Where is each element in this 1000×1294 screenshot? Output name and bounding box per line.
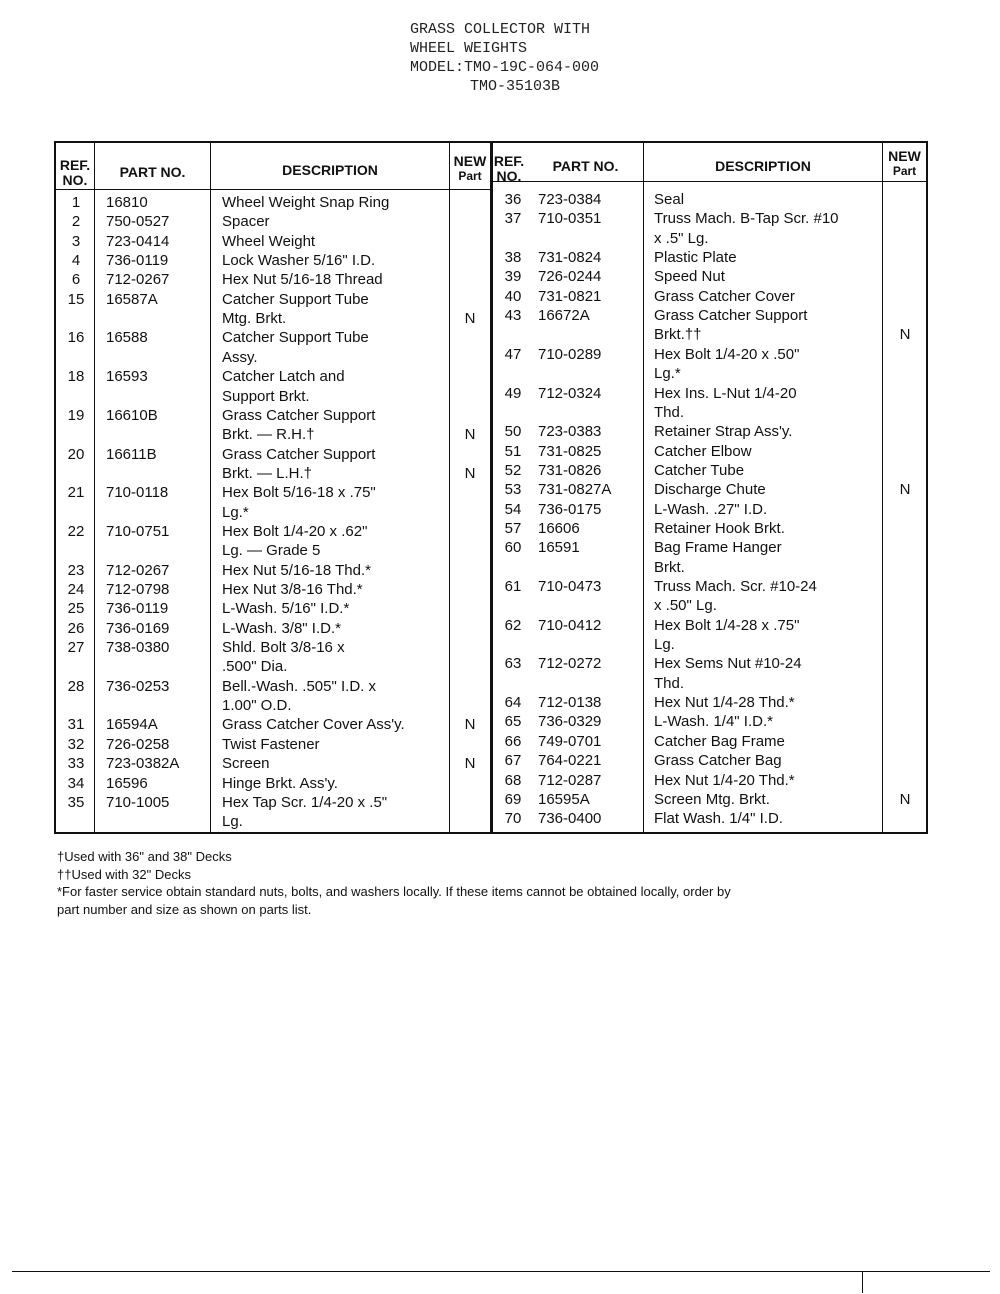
description-cell: Speed Nut bbox=[654, 268, 725, 286]
description-cell: Catcher Latch and bbox=[222, 368, 345, 386]
description-cell: Catcher Tube bbox=[654, 461, 745, 479]
description-cell: 1.00" O.D. bbox=[222, 697, 292, 715]
part-no-cell: 710-0351 bbox=[538, 210, 602, 228]
part-no-cell: 16610B bbox=[106, 406, 158, 424]
ref-no-cell: 39 bbox=[504, 268, 522, 286]
bottom-tick bbox=[862, 1271, 863, 1293]
part-no-cell: 712-0267 bbox=[106, 561, 170, 579]
description-cell: Lock Washer 5/16" I.D. bbox=[222, 252, 376, 270]
part-no-cell: 712-0287 bbox=[538, 771, 602, 789]
table-row bbox=[56, 287, 926, 306]
description-cell: Flat Wash. 1/4" I.D. bbox=[654, 810, 783, 828]
table-row bbox=[56, 635, 926, 654]
ref-no-cell: 21 bbox=[67, 484, 85, 502]
bottom-rule bbox=[12, 1271, 990, 1272]
part-no-cell: 16596 bbox=[106, 774, 148, 792]
part-no-cell: 710-0118 bbox=[106, 484, 169, 502]
description-cell: Screen bbox=[222, 755, 270, 773]
description-cell: Hex Bolt 1/4-20 x .50" bbox=[654, 345, 800, 363]
part-no-cell: 723-0414 bbox=[106, 232, 170, 250]
ref-no-cell: 19 bbox=[67, 406, 85, 424]
part-no-cell: 16672A bbox=[538, 307, 590, 325]
header-model: MODEL:TMO-19C-064-000 bbox=[410, 59, 600, 76]
description-cell: Support Brkt. bbox=[222, 387, 310, 405]
ref-no-cell: 20 bbox=[67, 445, 85, 463]
header-subtitle: WHEEL WEIGHTS bbox=[410, 40, 528, 57]
new-part-cell: N bbox=[464, 716, 476, 734]
part-no-cell: 723-0382A bbox=[106, 755, 180, 773]
part-no-cell: 16810 bbox=[106, 194, 148, 211]
description-cell: Hinge Brkt. Ass'y. bbox=[222, 774, 338, 792]
table-row bbox=[56, 345, 926, 364]
table-row bbox=[56, 751, 926, 770]
table-row bbox=[56, 654, 926, 673]
table-row bbox=[56, 384, 926, 403]
ref-no-cell: 47 bbox=[504, 345, 522, 363]
ref-no-cell: 33 bbox=[67, 755, 85, 773]
description-cell: Grass Catcher Support bbox=[222, 406, 376, 424]
ref-no-cell: 15 bbox=[67, 290, 85, 308]
table-row bbox=[56, 500, 926, 519]
table-row bbox=[56, 248, 926, 267]
description-cell: Hex Tap Scr. 1/4-20 x .5" bbox=[222, 793, 388, 811]
description-cell: Mtg. Brkt. bbox=[222, 310, 287, 328]
description-cell: Wheel Weight bbox=[222, 232, 316, 250]
ref-no-cell: 65 bbox=[504, 713, 522, 731]
table-row bbox=[56, 771, 926, 790]
new-part-cell: N bbox=[464, 310, 476, 328]
ref-no-cell: 43 bbox=[504, 307, 522, 325]
new-part-cell: N bbox=[899, 790, 911, 808]
part-no-cell: 712-0138 bbox=[538, 694, 602, 712]
description-cell: Brkt.†† bbox=[654, 326, 702, 344]
description-cell: Hex Nut 1/4-20 Thd.* bbox=[654, 771, 795, 789]
table-row bbox=[56, 538, 926, 557]
description-cell: Lg.* bbox=[654, 365, 681, 383]
part-no-cell: 712-0267 bbox=[106, 271, 170, 289]
part-no-cell: 750-0527 bbox=[106, 213, 170, 231]
description-cell: Brkt. — R.H.† bbox=[222, 426, 315, 444]
description-cell: Grass Catcher Support bbox=[654, 307, 808, 325]
part-no-cell: 736-0400 bbox=[538, 810, 602, 828]
ref-no-cell: 2 bbox=[71, 213, 81, 231]
ref-no-cell: 60 bbox=[504, 539, 522, 557]
table-row bbox=[56, 809, 926, 828]
description-cell: L-Wash. 1/4" I.D.* bbox=[654, 713, 773, 731]
part-no-cell: 16611B bbox=[106, 445, 157, 463]
description-cell: Catcher Bag Frame bbox=[654, 732, 785, 750]
part-no-cell: 736-0329 bbox=[538, 713, 602, 731]
new-part-cell: N bbox=[899, 326, 911, 344]
description-cell: Catcher Support Tube bbox=[222, 290, 369, 308]
footnote-double-dagger: ††Used with 32" Decks bbox=[57, 866, 191, 882]
ref-no-cell: 34 bbox=[67, 774, 85, 792]
ref-no-cell: 28 bbox=[67, 677, 85, 695]
part-no-cell: 736-0119 bbox=[106, 252, 169, 270]
ref-no-cell: 64 bbox=[504, 694, 522, 712]
part-no-cell: 749-0701 bbox=[538, 732, 602, 750]
description-cell: Spacer bbox=[222, 213, 270, 231]
ref-no-cell: 67 bbox=[504, 752, 522, 770]
ref-no-cell: 50 bbox=[504, 423, 522, 441]
ref-no-cell: 54 bbox=[504, 500, 522, 518]
table-row bbox=[56, 461, 926, 480]
part-no-cell: 736-0169 bbox=[106, 619, 170, 637]
description-cell: Screen Mtg. Brkt. bbox=[654, 790, 770, 808]
ref-no-cell: 68 bbox=[504, 771, 522, 789]
parts-table bbox=[54, 141, 928, 834]
description-cell: Retainer Strap Ass'y. bbox=[654, 423, 793, 441]
part-no-cell: 16591 bbox=[538, 539, 580, 557]
part-no-cell: 731-0825 bbox=[538, 442, 602, 460]
description-cell: Lg. bbox=[222, 813, 243, 831]
ref-no-cell: 69 bbox=[504, 790, 522, 808]
new-part-cell: N bbox=[464, 464, 476, 482]
ref-no-cell: 22 bbox=[67, 522, 85, 540]
table-row bbox=[56, 732, 926, 751]
description-cell: Hex Nut 1/4-28 Thd.* bbox=[654, 694, 795, 712]
description-cell: Retainer Hook Brkt. bbox=[654, 519, 785, 537]
table-row bbox=[56, 267, 926, 286]
new-part-cell: N bbox=[899, 481, 911, 499]
description-cell: Catcher Support Tube bbox=[222, 329, 369, 347]
ref-no-cell: 32 bbox=[67, 735, 85, 753]
part-no-cell: 736-0175 bbox=[538, 500, 602, 518]
part-no-cell: 16588 bbox=[106, 329, 148, 347]
ref-no-cell: 37 bbox=[504, 210, 522, 228]
new-part-cell: N bbox=[464, 755, 476, 773]
table-row bbox=[56, 712, 926, 731]
ref-no-cell: 6 bbox=[71, 271, 81, 289]
ref-no-cell: 57 bbox=[504, 519, 522, 537]
description-cell: Hex Bolt 5/16-18 x .75" bbox=[222, 484, 376, 502]
part-no-cell: 712-0798 bbox=[106, 581, 170, 598]
part-no-cell: 16587A bbox=[106, 290, 158, 308]
description-cell: Brkt. — L.H.† bbox=[222, 464, 313, 482]
table-row bbox=[56, 790, 926, 809]
ref-no-cell: 70 bbox=[504, 810, 522, 828]
part-no-cell: 710-0473 bbox=[538, 578, 602, 595]
page-header bbox=[410, 20, 599, 96]
table-row bbox=[56, 577, 926, 596]
description-cell: Hex Bolt 1/4-28 x .75" bbox=[654, 616, 800, 634]
ref-no-cell: 53 bbox=[504, 481, 522, 499]
part-no-cell: 16606 bbox=[538, 519, 580, 537]
part-no-cell: 736-0119 bbox=[106, 600, 169, 618]
header-rule bbox=[490, 181, 926, 182]
new-part-header: NEW Part bbox=[888, 148, 921, 178]
ref-no-cell: 25 bbox=[67, 600, 85, 618]
ref-no-cell: 49 bbox=[504, 384, 522, 402]
description-cell: Shld. Bolt 3/8-16 x bbox=[222, 639, 345, 657]
description-cell: Grass Catcher Cover Ass'y. bbox=[222, 716, 405, 734]
table-row bbox=[56, 209, 926, 228]
ref-no-header: REF. NO. bbox=[493, 153, 525, 184]
ref-no-cell: 52 bbox=[504, 461, 522, 479]
part-no-cell: 736-0253 bbox=[106, 677, 170, 695]
description-cell: .500" Dia. bbox=[222, 658, 288, 676]
table-row bbox=[56, 190, 926, 209]
part-no-cell: 731-0826 bbox=[538, 461, 602, 479]
description-cell: Plastic Plate bbox=[654, 249, 737, 267]
table-row bbox=[56, 693, 926, 712]
ref-no-cell: 26 bbox=[67, 619, 85, 637]
part-no-cell: 726-0258 bbox=[106, 735, 170, 753]
new-part-cell: N bbox=[464, 426, 476, 444]
header-title: GRASS COLLECTOR WITH bbox=[410, 21, 591, 38]
description-cell: Grass Catcher Cover bbox=[654, 287, 795, 305]
table-row bbox=[56, 480, 926, 499]
part-no-cell: 16593 bbox=[106, 368, 148, 386]
description-cell: Hex Sems Nut #10-24 bbox=[654, 655, 802, 673]
footnotes bbox=[57, 848, 937, 918]
table-row bbox=[56, 616, 926, 635]
ref-no-cell: 23 bbox=[67, 561, 85, 579]
description-cell: Wheel Weight Snap Ring bbox=[222, 194, 390, 211]
ref-no-cell: 61 bbox=[504, 578, 522, 595]
description-cell: Truss Mach. B-Tap Scr. #10 bbox=[654, 210, 839, 228]
part-no-cell: 16594A bbox=[106, 716, 158, 734]
part-no-header: PART NO. bbox=[552, 158, 619, 174]
ref-no-cell: 51 bbox=[504, 442, 522, 460]
description-cell: Truss Mach. Scr. #10-24 bbox=[654, 578, 817, 595]
footnote-asterisk-cont: part number and size as shown on parts list. bbox=[57, 901, 312, 917]
ref-no-header: REF. NO. bbox=[59, 157, 91, 188]
description-cell: Assy. bbox=[222, 348, 258, 366]
ref-no-cell: 36 bbox=[504, 191, 522, 208]
ref-no-cell: 1 bbox=[71, 194, 81, 211]
part-no-cell: 710-0412 bbox=[538, 616, 602, 634]
ref-no-cell: 40 bbox=[504, 287, 522, 305]
part-no-cell: 710-0289 bbox=[538, 345, 602, 363]
description-cell: Lg.* bbox=[222, 503, 249, 521]
ref-no-cell: 24 bbox=[67, 581, 85, 598]
description-cell: x .50" Lg. bbox=[654, 597, 717, 615]
part-no-cell: 710-0751 bbox=[106, 522, 170, 540]
ref-no-cell: 35 bbox=[67, 793, 85, 811]
description-cell: Hex Nut 5/16-18 Thd.* bbox=[222, 561, 371, 579]
ref-no-cell: 27 bbox=[67, 639, 85, 657]
ref-no-cell: 31 bbox=[67, 716, 85, 734]
description-cell: Thd. bbox=[654, 674, 685, 692]
description-cell: Hex Nut 3/8-16 Thd.* bbox=[222, 581, 363, 598]
ref-no-cell: 63 bbox=[504, 655, 522, 673]
description-cell: L-Wash. 3/8" I.D.* bbox=[222, 619, 341, 637]
description-header: DESCRIPTION bbox=[715, 158, 811, 174]
description-cell: Hex Ins. L-Nut 1/4-20 bbox=[654, 384, 797, 402]
table-row bbox=[56, 364, 926, 383]
header-model-alt: TMO-35103B bbox=[470, 78, 561, 95]
table-row bbox=[56, 229, 926, 248]
ref-no-cell: 38 bbox=[504, 249, 522, 267]
description-cell: Twist Fastener bbox=[222, 735, 320, 753]
table-row bbox=[56, 558, 926, 577]
description-header: DESCRIPTION bbox=[282, 162, 378, 178]
part-no-cell: 764-0221 bbox=[538, 752, 602, 770]
table-row bbox=[56, 442, 926, 461]
description-cell: Brkt. bbox=[654, 558, 685, 576]
description-cell: L-Wash. 5/16" I.D.* bbox=[222, 600, 350, 618]
description-cell: Hex Bolt 1/4-20 x .62" bbox=[222, 522, 368, 540]
description-cell: x .5" Lg. bbox=[654, 229, 709, 247]
table-row bbox=[56, 325, 926, 344]
part-no-cell: 723-0383 bbox=[538, 423, 602, 441]
part-no-cell: 16595A bbox=[538, 790, 590, 808]
footnote-asterisk: *For faster service obtain standard nuts, bolts, and washers locally. If these items cannot be obtained locally, order by bbox=[57, 884, 731, 899]
description-cell: Catcher Elbow bbox=[654, 442, 752, 460]
ref-no-cell: 16 bbox=[67, 329, 85, 347]
part-no-cell: 723-0384 bbox=[538, 191, 602, 208]
ref-no-cell: 62 bbox=[504, 616, 522, 634]
part-no-cell: 731-0821 bbox=[538, 287, 602, 305]
ref-no-cell: 3 bbox=[71, 232, 81, 250]
description-cell: Discharge Chute bbox=[654, 481, 766, 499]
description-cell: Thd. bbox=[654, 403, 685, 421]
ref-no-cell: 66 bbox=[504, 732, 522, 750]
table-row bbox=[56, 422, 926, 441]
new-part-header: NEW Part bbox=[453, 153, 487, 183]
part-no-cell: 726-0244 bbox=[538, 268, 602, 286]
table-row bbox=[56, 519, 926, 538]
description-cell: Bag Frame Hanger bbox=[654, 539, 782, 557]
table-row bbox=[56, 403, 926, 422]
part-no-header: PART NO. bbox=[119, 164, 186, 180]
description-cell: Grass Catcher Support bbox=[222, 445, 376, 463]
part-no-cell: 710-1005 bbox=[106, 793, 170, 811]
description-cell: Lg. bbox=[654, 636, 675, 654]
description-cell: Bell.-Wash. .505" I.D. x bbox=[222, 677, 376, 695]
description-cell: Lg. — Grade 5 bbox=[222, 542, 321, 560]
footnote-dagger: †Used with 36" and 38" Decks bbox=[57, 849, 232, 864]
part-no-cell: 731-0827A bbox=[538, 481, 612, 499]
ref-no-cell: 18 bbox=[67, 368, 85, 386]
table-row bbox=[56, 674, 926, 693]
ref-no-cell: 4 bbox=[71, 252, 81, 270]
table-row bbox=[56, 306, 926, 325]
description-cell: Seal bbox=[654, 191, 685, 208]
part-no-cell: 712-0324 bbox=[538, 384, 602, 402]
description-cell: Hex Nut 5/16-18 Thread bbox=[222, 271, 383, 289]
description-cell: Grass Catcher Bag bbox=[654, 752, 782, 770]
table-row bbox=[56, 596, 926, 615]
part-no-cell: 731-0824 bbox=[538, 249, 602, 267]
description-cell: L-Wash. .27" I.D. bbox=[654, 500, 768, 518]
part-no-cell: 712-0272 bbox=[538, 655, 602, 673]
part-no-cell: 738-0380 bbox=[106, 639, 170, 657]
